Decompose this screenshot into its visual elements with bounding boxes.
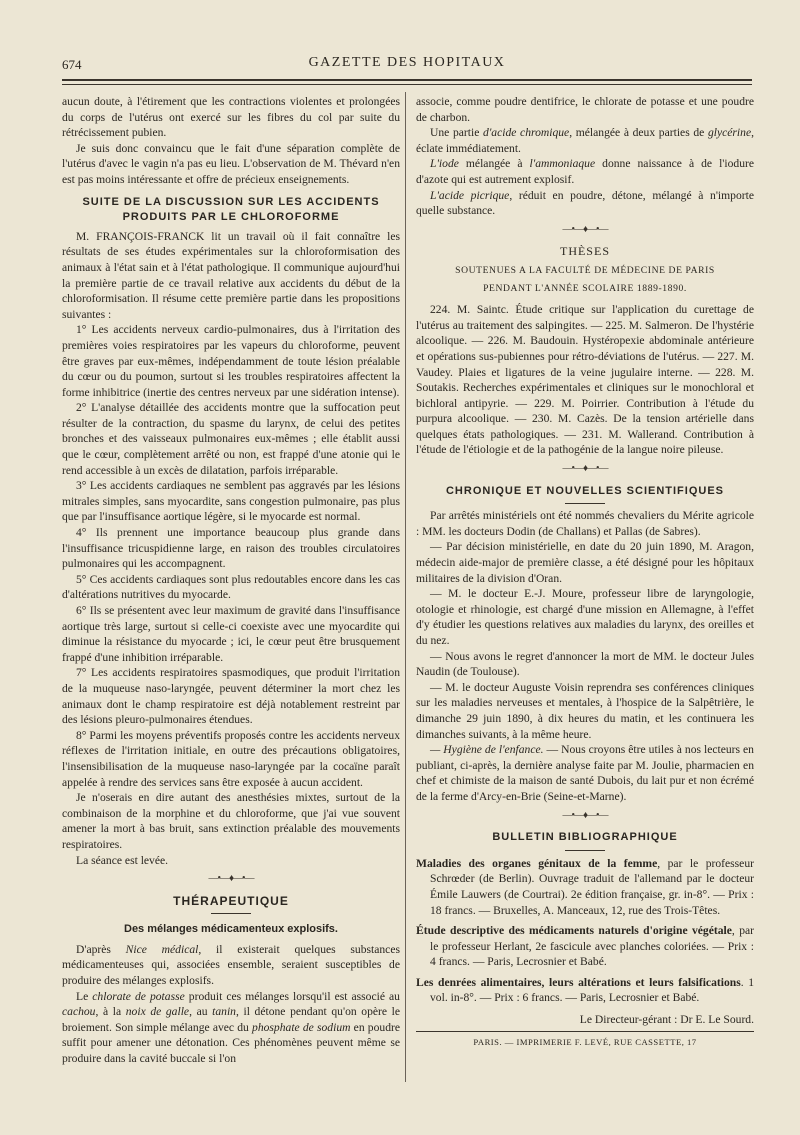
section-title-therapeutique: THÉRAPEUTIQUE (173, 893, 289, 908)
paragraph: associe, comme poudre dentifrice, le chlorate de potasse et une poudre de charbon. (416, 95, 754, 124)
text: , par le professeur Schrœder (de Berlin). Ouvrage traduit de l'allemand par le docteur Émile Lauwers (de Courtrai). 2e édition française, gr. in-8°. — Prix : 18 francs. — Bruxelles, A. Manceaux, 12, rue des Trois-Têtes. (430, 856, 754, 917)
italic-text: — Hygiène de l'enfance. (430, 743, 544, 757)
section-title-bibliographie: BULLETIN BIBLIOGRAPHIQUE (492, 831, 678, 844)
theses-subtitle-2: PENDANT L'ANNÉE SCOLAIRE 1889-1890. (483, 282, 687, 294)
paragraph: aucun doute, à l'étirement que les contractions violentes et prolongées du corps de l'utérus ont exercé sur les fibres du col par suite du rétrécissement pubien. (62, 95, 400, 140)
italic-text: chlorate de potasse (92, 989, 185, 1003)
paragraph (416, 188, 754, 219)
proposition-1: 1° Les accidents nerveux cardio-pulmonaires, dus à l'irritation des premières voies respiratoires par les vapeurs du chloroforme, peuvent être graves par eux-mêmes, indépendamment de toute lésion préalable du cœur ou du poumon, surtout si les troubles respiratoires affectent la forme inhibitrice (inertie des centres nerveux par une sidération intense). (62, 323, 400, 399)
ornament-divider: —•—♦—•— (562, 223, 608, 235)
italic-text: L'acide picrique (430, 188, 510, 202)
theses-subtitle-1: SOUTENUES A LA FACULTÉ DE MÉDECINE DE PARIS (455, 264, 715, 276)
paragraph: Je n'oserais en dire autant des anesthésies mixtes, surtout de la combinaison de la morphine et du chloroforme, que j'ai vue souvent amener la mort à bas bruit, sans extinction préalable des mouvements respiratoires. (62, 791, 400, 851)
paragraph (62, 989, 400, 1067)
ornament-divider: —•—♦—•— (562, 463, 608, 475)
section-title-chloroforme: SUITE DE LA DISCUSSION SUR LES ACCIDENTS PRODUITS PAR LE CHLOROFORME (82, 195, 380, 224)
left-column (62, 94, 400, 1067)
article-title: Des mélanges médicamenteux explosifs. (124, 923, 338, 936)
theses-list: 224. M. Saintc. Étude critique sur l'application du curettage de l'utérus au traitement des salpingites. — 225. M. Salmeron. De l'hystérie alcoolique. — 226. M. Baudouin. Hystéropexie abdominale antérieure et opérations sus-pubiennes pour rétro-déviations de l'utérus. — 227. M. Vaudey. Plaies et ligatures de la veine jugulaire interne. — 228. M. Soutakis. Recherches expérimentales et cliniques sur le monochloral et bichloral antipyrie. — 229. M. Poirrier. Contribution à l'étude du purpura alcoolique. — 230. M. Cazès. De la tension artérielle dans quelques états pathologiques. — 231. M. Wallerand. Contribution à l'étude de l'étiologie et de la pathogénie de la langue noire pileuse. (416, 303, 754, 457)
text: en poudre suffit pour amener une détonation. Ces phénomènes peuvent même se produire dans la cavité buccale si l'on (62, 1020, 400, 1066)
text: . 1 vol. in-8°. — Prix : 6 francs. — Paris, Lecrosnier et Babé. (430, 975, 755, 1005)
text: , il existerait quelques substances médicamenteuses qui, associées ensemble, seraient susceptibles de produire des mélanges explosifs. (62, 942, 400, 988)
printer-imprint: PARIS. — IMPRIMERIE F. LEVÉ, RUE CASSETTE, 17 (416, 1031, 754, 1051)
right-column (416, 94, 754, 1050)
ornament-divider: —•—♦—•— (562, 809, 608, 821)
text: Une partie (430, 126, 484, 140)
short-rule (211, 913, 251, 914)
text: donne naissance à de l'iodure d'azote qui est autrement explosif. (416, 157, 754, 186)
news-item: Par arrêtés ministériels ont été nommés chevaliers du Mérite agricole : MM. les docteurs Dodin (de Challans) et Pallas (de Sabres). (416, 509, 754, 538)
news-item: — Par décision ministérielle, en date du 20 juin 1890, M. Aragon, médecin aide-major de première classe, a été désigné pour les hôpitaux militaires de la division d'Oran. (416, 540, 754, 585)
italic-text: noix de galle (125, 1005, 190, 1019)
italic-text: d'acide chromique (483, 126, 570, 140)
text: — Nous croyons être utiles à nos lecteurs en publiant, ci-après, la dernière analyse faite par M. Joulie, pharmacien en chef et chimiste de la maison de santé Dubois, du lait pur et non écrémé de la ferme d'Arcy-en-Brie (Seine-et-Marne). (416, 743, 754, 803)
news-item (416, 742, 754, 804)
text: , mélangée à deux parties de (569, 126, 708, 140)
text: , réduit en poudre, détone, mélangé à n'importe quelle substance. (416, 188, 754, 218)
section-title-theses: THÈSES (559, 244, 610, 259)
italic-text: Nice médical (125, 942, 199, 956)
bibliography-entry (416, 923, 754, 970)
text: Le (76, 989, 93, 1003)
short-rule (565, 850, 605, 851)
book-title: Étude descriptive des médicaments naturels d'origine végétale (416, 924, 732, 938)
session-closing: La séance est levée. (76, 853, 169, 867)
proposition-3: 3° Les accidents cardiaques ne semblent pas aggravés par les lésions mitrales simples, sans myocardite, sans congestion pulmonaire, pas plus que par l'insuffisance aortique légère, si le myocarde est normal. (62, 479, 400, 524)
text: produit ces mélanges lorsqu'il est associé au (184, 989, 400, 1003)
bibliography-entry (416, 975, 754, 1006)
column-divider (405, 92, 406, 1082)
book-title: Maladies des organes génitaux de la femme (416, 856, 658, 870)
paragraph (62, 942, 400, 989)
running-title: GAZETTE DES HOPITAUX (308, 55, 506, 70)
text: , éclate immédiatement. (416, 126, 754, 155)
text: , à la (95, 1005, 126, 1019)
italic-text: tanin (212, 1005, 236, 1019)
proposition-8: 8° Parmi les moyens préventifs proposés contre les accidents nerveux réflexes de l'irritation initiale, en outre des précautions obligatoires, l'insensibilisation de la muqueuse naso-laryngée par la cocaïne paraît appelée à rendre des services sans être exposée à aucun accident. (62, 728, 400, 789)
director-signature: Le Directeur-gérant : Dr E. Le Sourd. (579, 1013, 754, 1027)
text: , par le professeur Herlant, 2e fascicule avec planches coloriées. — Prix : 4 francs. — Paris, Lecrosnier et Babé. (430, 924, 754, 969)
proposition-2: 2° L'analyse détaillée des accidents montre que la suffocation peut résulter de la contraction, du spasme du larynx, de celui des petites bronches et des vaisseaux pulmonaires eux-mêmes ; elle établit aussi que le cœur, complètement arrêté ou non, est frappé d'une atonie qui le rend accessible à un excès de dilatation, parfois irréparable. (62, 401, 400, 477)
text: , il détone pendant qu'on opère le broiement. Son simple mélange avec du (62, 1005, 401, 1034)
paragraph-text: lit un travail où il fait connaître les résultats de ses études expérimentales sur la chloroformisation des animaux à l'état sain et à l'état pathologique. Il communique aujourd'hui la première partie de ce travail relative aux accidents du début de la chloroformisation. Il résume cette première partie dans les propositions suivantes : (62, 229, 400, 321)
paragraph (416, 156, 754, 187)
section-title-chronique: CHRONIQUE ET NOUVELLES SCIENTIFIQUES (445, 484, 725, 497)
proposition-4: 4° Ils prennent une importance beaucoup plus grande dans l'insuffisance tricuspidienne large, en raison des troubles circulatoires pulmonaires qui les accompagnent. (62, 526, 400, 571)
paragraph (62, 229, 400, 323)
text: D'après (76, 942, 126, 956)
text: mélangée à (458, 157, 530, 171)
news-item: — M. le docteur E.-J. Moure, professeur libre de laryngologie, otologie et rhinologie, est chargé d'une mission en Allemagne, à l'effet d'y étudier les questions relatives aux maladies du larynx, des oreilles et du nez. (416, 587, 754, 647)
header-rule-bottom (62, 84, 752, 85)
italic-text: glycérine (707, 126, 752, 140)
page-number: 674 (62, 57, 82, 72)
header-rule-top (62, 79, 752, 81)
bibliography-entry (416, 856, 754, 918)
paragraph (416, 125, 754, 156)
italic-text: L'iode (430, 157, 459, 171)
italic-text: l'ammoniaque (529, 157, 596, 171)
proposition-6: 6° Ils se présentent avec leur maximum de gravité dans l'insuffisance aortique très large, surtout si celle-ci coexiste avec une myocardite qui diminue la résistance du myocarde ; ici, le cœur peut être brusquement frappé d'une inhibition irréparable. (62, 604, 400, 664)
proposition-7: 7° Les accidents respiratoires spasmodiques, que produit l'irritation de la muqueuse naso-laryngée, peuvent déterminer la mort chez les animaux dont le champ respiratoire est déjà notablement restreint par des lésions pleuro-pulmonaires étendues. (62, 666, 400, 727)
news-item: — Nous avons le regret d'annoncer la mort de MM. le docteur Jules Naudin (de Toulouse). (416, 649, 754, 679)
paragraph: Je suis donc convaincu que le fait d'une séparation complète de l'utérus d'avec le vagin n'a pas eu lieu. L'observation de M. Thévard n'en est pas moins intéressante et offre de précieux enseignements. (62, 141, 400, 186)
italic-text: cachou (62, 1005, 96, 1019)
book-title: Les denrées alimentaires, leurs altérations et leurs falsifications (416, 975, 741, 989)
news-item: — M. le docteur Auguste Voisin reprendra ses conférences cliniques sur les maladies nerveuses et mentales, à l'hospice de la Salpêtrière, le dimanche 29 juin 1890, à dix heures du matin, et les continuera les dimanches suivants, à la même heure. (416, 680, 754, 741)
page-header (62, 55, 752, 77)
ornament-divider: —•—♦—•— (208, 873, 254, 885)
speaker-name: M. FRANÇOIS-FRANCK (76, 229, 205, 243)
text: , au (189, 1005, 213, 1019)
short-rule (565, 503, 605, 504)
proposition-5: 5° Ces accidents cardiaques sont plus redoutables encore dans les cas d'altérations nutritives du myocarde. (62, 572, 400, 602)
italic-text: phosphate de sodium (252, 1020, 351, 1034)
